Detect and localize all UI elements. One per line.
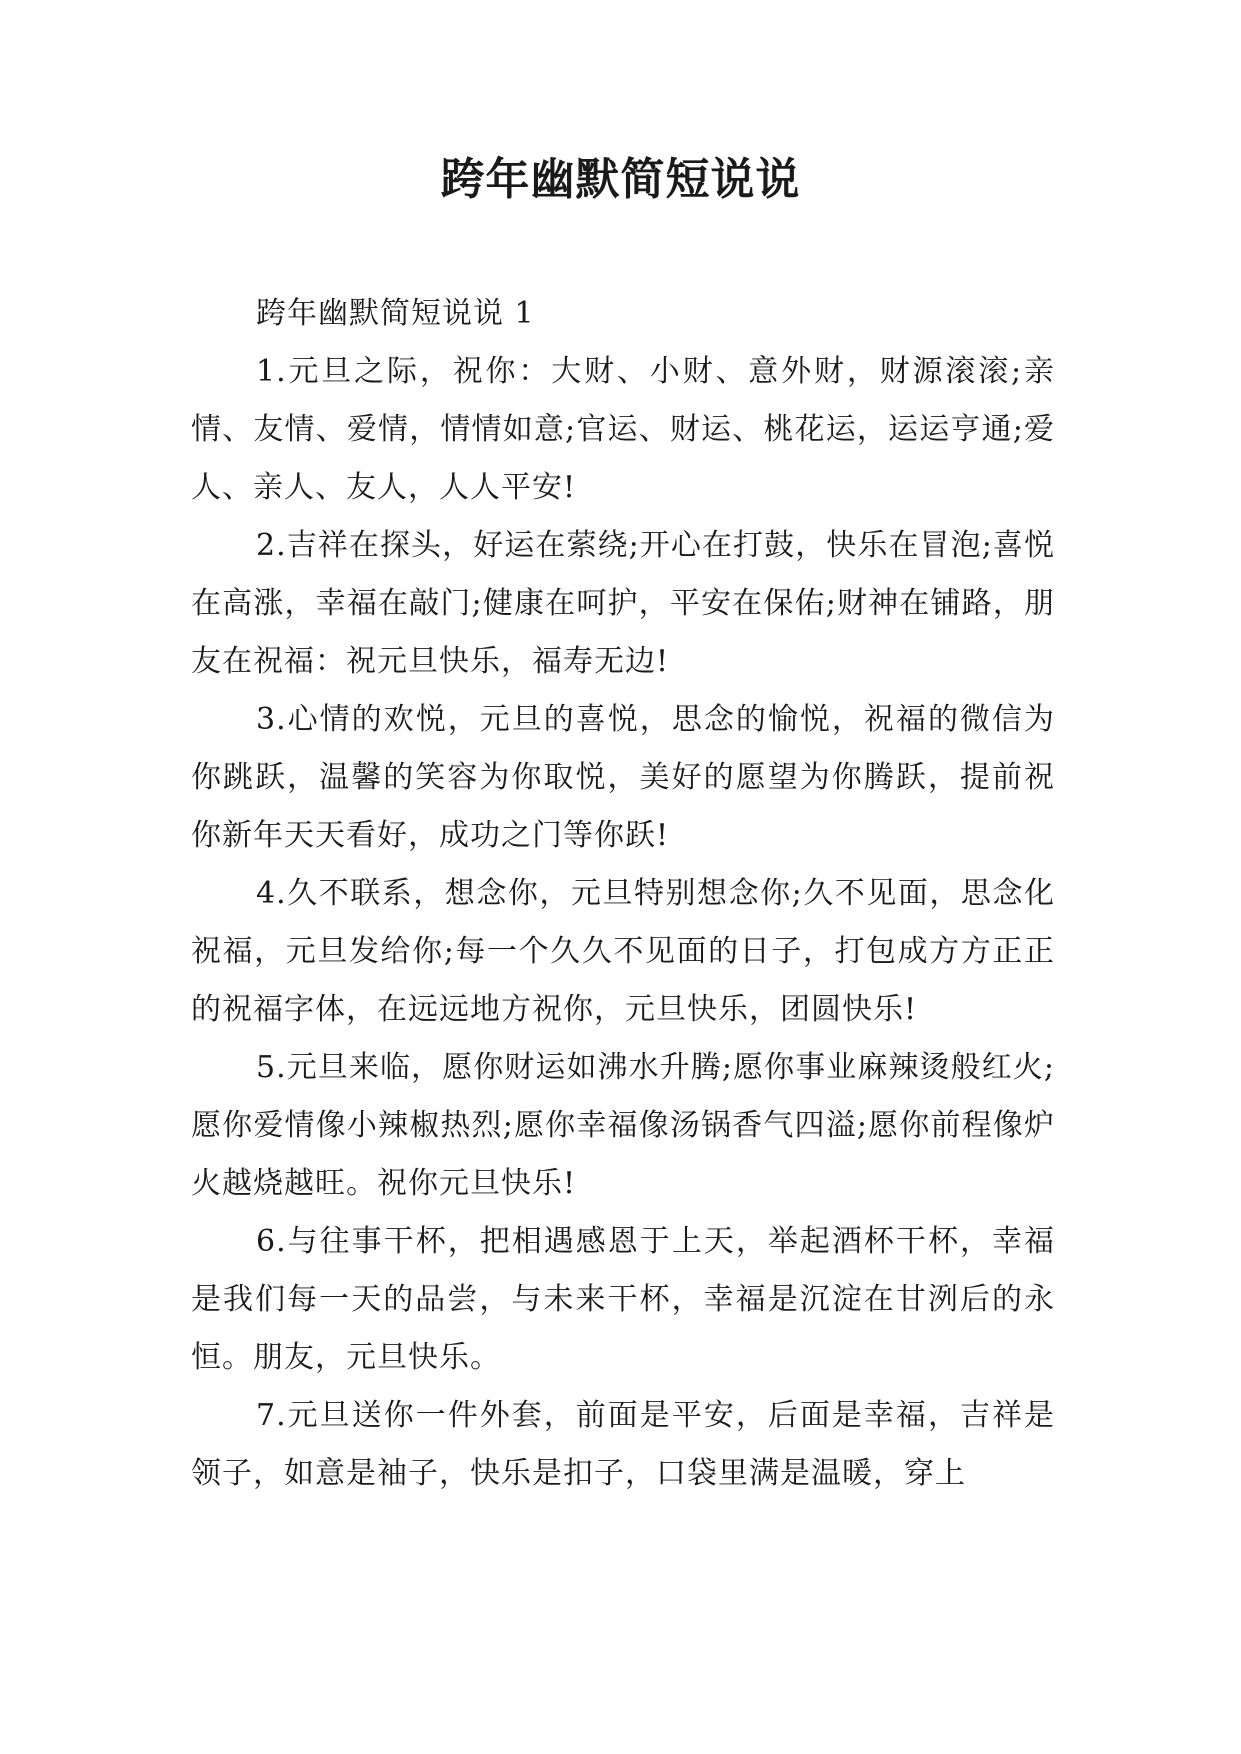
paragraph-7: 7.元旦送你一件外套，前面是平安，后面是幸福，吉祥是领子，如意是袖子，快乐是扣子，口袋里满是温暖，穿上 (191, 1398, 1055, 1491)
section-heading: 跨年幽默简短说说 1 (256, 296, 535, 331)
paragraph-3: 3.心情的欢悦，元旦的喜悦，思念的愉悦，祝福的微信为你跳跃，温馨的笑容为你取悦，美好的愿望为你腾跃，提前祝你新年天天看好，成功之门等你跃! (191, 702, 1055, 853)
paragraph-5: 5.元旦来临，愿你财运如沸水升腾;愿你事业麻辣烫般红火;愿你爱情像小辣椒热烈;愿你幸福像汤锅香气四溢;愿你前程像炉火越烧越旺。祝你元旦快乐! (191, 1050, 1055, 1201)
document-body (191, 285, 1055, 1503)
paragraph-2: 2.吉祥在探头，好运在萦绕;开心在打鼓，快乐在冒泡;喜悦在高涨，幸福在敲门;健康在呵护，平安在保佑;财神在铺路，朋友在祝福：祝元旦快乐，福寿无边! (191, 528, 1055, 679)
paragraph-6: 6.与往事干杯，把相遇感恩于上天，举起酒杯干杯，幸福是我们每一天的品尝，与未来干杯，幸福是沉淀在甘洌后的永恒。朋友，元旦快乐。 (191, 1224, 1055, 1375)
paragraph-1: 1.元旦之际，祝你：大财、小财、意外财，财源滚滚;亲情、友情、爱情，情情如意;官运、财运、桃花运，运运亨通;爱人、亲人、友人，人人平安! (191, 354, 1055, 505)
paragraph-4: 4.久不联系，想念你，元旦特别想念你;久不见面，思念化祝福，元旦发给你;每一个久久不见面的日子，打包成方方正正的祝福字体，在远远地方祝你，元旦快乐，团圆快乐! (191, 876, 1055, 1027)
document-title: 跨年幽默简短说说 (440, 154, 801, 205)
